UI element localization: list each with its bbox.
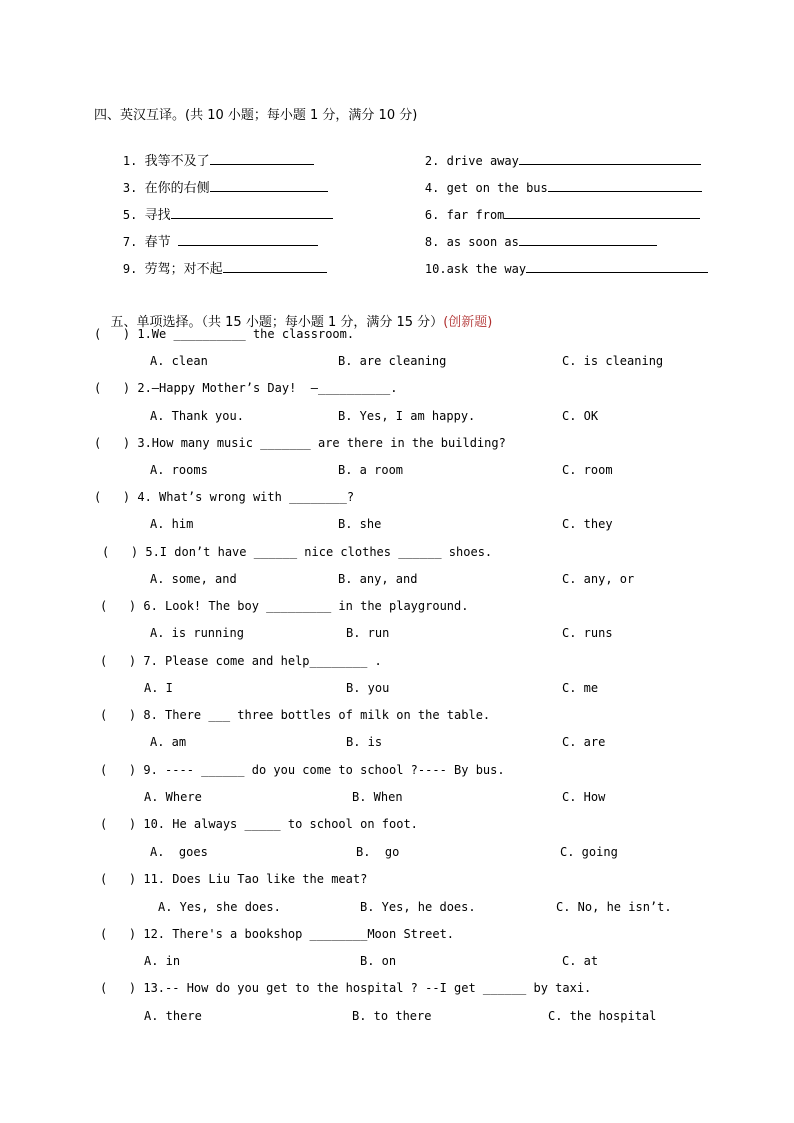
translate-item-10 — [396, 244, 708, 293]
option-c[interactable]: C. No, he isn’t. — [556, 900, 672, 914]
question-row — [100, 598, 468, 614]
item-text: 寻找 — [144, 208, 171, 223]
option-a[interactable]: A. clean — [150, 354, 208, 368]
option-a[interactable]: A. him — [150, 517, 194, 531]
item-text: drive away — [446, 154, 519, 168]
item-number: 2. — [424, 154, 440, 168]
item-number: 4. — [424, 181, 440, 195]
question-stem: 1.We __________ the classroom. — [137, 327, 355, 341]
item-number: 10. — [424, 262, 447, 276]
option-b[interactable]: B. Yes, he does. — [360, 900, 476, 914]
option-b[interactable]: B. a room — [338, 463, 404, 477]
answer-paren[interactable]: ( ) — [100, 817, 137, 831]
option-c[interactable]: C. the hospital — [548, 1009, 657, 1023]
option-c[interactable]: C. OK — [562, 409, 599, 423]
option-c[interactable]: C. at — [562, 954, 599, 968]
option-a[interactable]: A. am — [150, 735, 187, 749]
option-b[interactable]: B. any, and — [338, 572, 418, 586]
option-c[interactable]: C. going — [560, 845, 618, 859]
item-number: 8. — [424, 235, 440, 249]
option-b[interactable]: B. is — [346, 735, 383, 749]
option-c[interactable]: C. runs — [562, 626, 613, 640]
item-text: 我等不及了 — [144, 154, 210, 169]
option-b[interactable]: B. she — [338, 517, 382, 531]
option-c[interactable]: C. How — [562, 790, 606, 804]
option-c[interactable]: C. any, or — [562, 572, 635, 586]
item-text: as soon as — [446, 235, 519, 249]
innovation-tag: (创新题) — [443, 315, 493, 330]
option-a[interactable]: A. rooms — [150, 463, 208, 477]
option-b[interactable]: B. When — [352, 790, 403, 804]
option-c[interactable]: C. they — [562, 517, 613, 531]
question-stem: 6. Look! The boy _________ in the playground. — [143, 599, 469, 613]
question-stem: 5.I don’t have ______ nice clothes ______ shoes. — [145, 545, 493, 559]
answer-paren[interactable]: ( ) — [100, 927, 137, 941]
question-row — [100, 762, 505, 778]
item-text: ask the way — [446, 262, 527, 276]
answer-paren[interactable]: ( ) — [100, 872, 137, 886]
item-number: 7. — [122, 235, 138, 249]
item-number: 1. — [122, 154, 138, 168]
item-number: 6. — [424, 208, 440, 222]
item-text: get on the bus — [446, 181, 548, 195]
option-b[interactable]: B. Yes, I am happy. — [338, 409, 476, 423]
option-a[interactable]: A. Yes, she does. — [158, 900, 281, 914]
question-stem: 12. There's a bookshop ________Moon Street. — [143, 927, 455, 941]
answer-blank[interactable] — [526, 260, 708, 273]
question-row — [102, 544, 492, 560]
item-number: 9. — [122, 262, 138, 276]
item-text: 春节 — [144, 235, 171, 250]
answer-paren[interactable]: ( ) — [100, 981, 137, 995]
option-a[interactable]: A. I — [144, 681, 173, 695]
question-stem: 9. ---- ______ do you come to school ?---- By bus. — [143, 763, 505, 777]
question-row — [100, 816, 418, 832]
item-text: far from — [446, 208, 505, 222]
option-a[interactable]: A. in — [144, 954, 181, 968]
translate-item-9 — [94, 244, 327, 294]
question-row — [100, 707, 490, 723]
option-a[interactable]: A. Thank you. — [150, 409, 244, 423]
option-c[interactable]: C. are — [562, 735, 606, 749]
option-a[interactable]: A. goes — [150, 845, 208, 859]
item-text: 劳驾；对不起 — [144, 262, 223, 277]
answer-blank[interactable] — [223, 260, 327, 273]
answer-paren[interactable]: ( ) — [94, 381, 131, 395]
option-b[interactable]: B. are cleaning — [338, 354, 447, 368]
section5-title: 五、单项选择。（共 15 小题；每小题 1 分，满分 15 分） — [110, 315, 444, 330]
question-stem: 8. There ___ three bottles of milk on the table. — [143, 708, 491, 722]
item-text: 在你的右侧 — [144, 181, 210, 196]
answer-paren[interactable]: ( ) — [94, 327, 131, 341]
section4-heading: 四、英汉互译。(共 10 小题；每小题 1 分，满分 10 分) — [94, 108, 418, 123]
question-row — [100, 871, 367, 887]
answer-paren[interactable]: ( ) — [94, 490, 131, 504]
option-a[interactable]: A. is running — [150, 626, 244, 640]
option-b[interactable]: B. go — [356, 845, 400, 859]
answer-paren[interactable]: ( ) — [100, 763, 137, 777]
answer-paren[interactable]: ( ) — [102, 545, 139, 559]
option-c[interactable]: C. me — [562, 681, 599, 695]
option-c[interactable]: C. is cleaning — [562, 354, 664, 368]
answer-paren[interactable]: ( ) — [94, 436, 131, 450]
question-stem: 7. Please come and help________ . — [143, 654, 382, 668]
question-stem: 10. He always _____ to school on foot. — [143, 817, 418, 831]
option-b[interactable]: B. run — [346, 626, 390, 640]
answer-paren[interactable]: ( ) — [100, 654, 137, 668]
option-a[interactable]: A. Where — [144, 790, 202, 804]
question-stem: 11. Does Liu Tao like the meat? — [143, 872, 368, 886]
answer-paren[interactable]: ( ) — [100, 599, 137, 613]
question-row — [94, 380, 397, 396]
question-stem: 13.-- How do you get to the hospital ? --I get ______ by taxi. — [143, 981, 592, 995]
question-stem: 4. What’s wrong with ________? — [137, 490, 355, 504]
question-row — [94, 435, 506, 451]
option-b[interactable]: B. you — [346, 681, 390, 695]
question-row — [100, 653, 382, 669]
question-row — [100, 980, 591, 996]
question-stem: 3.How many music _______ are there in the building? — [137, 436, 506, 450]
option-a[interactable]: A. some, and — [150, 572, 237, 586]
option-b[interactable]: B. to there — [352, 1009, 432, 1023]
item-number: 5. — [122, 208, 138, 222]
option-c[interactable]: C. room — [562, 463, 613, 477]
question-row — [94, 489, 354, 505]
option-a[interactable]: A. there — [144, 1009, 202, 1023]
question-row — [100, 926, 454, 942]
option-b[interactable]: B. on — [360, 954, 397, 968]
answer-paren[interactable]: ( ) — [100, 708, 137, 722]
question-stem: 2.—Happy Mother’s Day! —__________. — [137, 381, 398, 395]
item-number: 3. — [122, 181, 138, 195]
question-row — [94, 326, 354, 342]
